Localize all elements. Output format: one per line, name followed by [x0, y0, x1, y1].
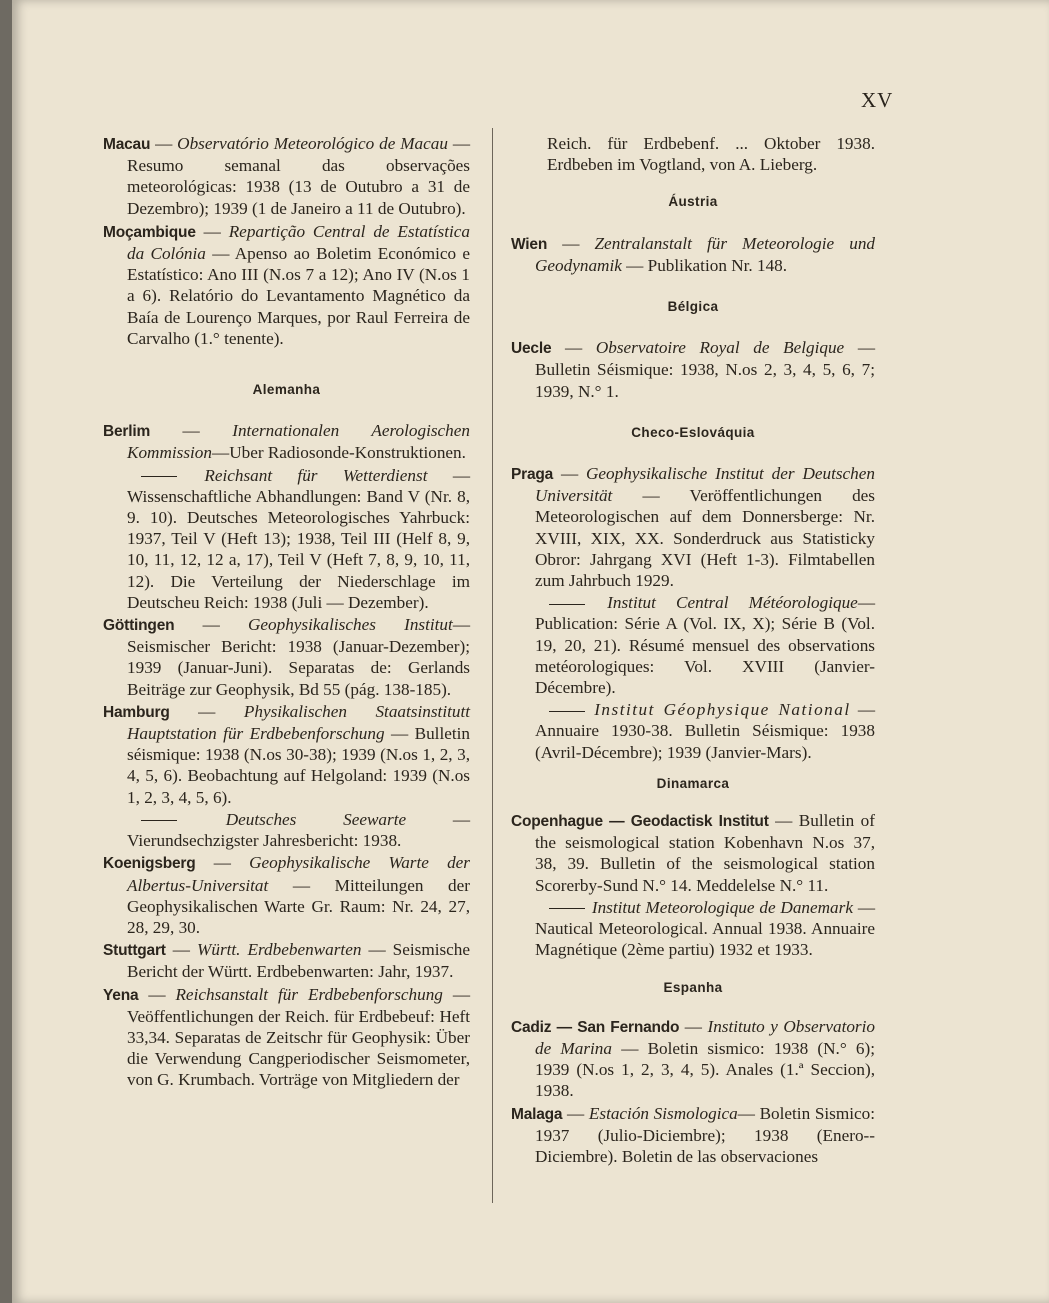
entry-continuation: Reich. für Erdbebenf. ... Oktober 1938. Erdbeben im Vogtland, von A. Lieberg.	[547, 134, 875, 175]
entry-malaga: Malaga — Estación Sismologica— Boletin Sismico: 1937 (Julio-Diciembre); 1938 (Enero--Diciembre). Boletin de las observaciones	[511, 1103, 875, 1166]
place-name: Koenigsberg	[103, 855, 196, 873]
institution-name: Deutsches Seewarte	[225, 809, 407, 829]
place-name: Berlim	[103, 423, 151, 441]
entry-text: — Nautical Meteorological. Annual 1938. Annuaire Magnétique (2ème partiu) 1932 et 1933.	[535, 897, 876, 960]
entry-macau: Macau — Observatório Meteorológico de Macau — Resumo semanal das observações meteorológicas: 1938 (13 de Outubro a 31 de Dezembro); 1939 (1 de Janeiro a 11 de Outubro).	[103, 134, 470, 218]
institution-name: Geophysikalisches Institut	[247, 615, 453, 635]
entry-berlim: Berlim — Internationalen Aerologischen Kommission—Uber Radiosonde-Konstruktionen.	[103, 421, 470, 463]
entry-yena: Yena — Reichsanstalt für Erdbebenforschung —Veöffentlichungen der Reich. für Erdbebeuf: Heft 33,34. Separatas de Zeitschr für Geophysik: Über die Verwendung Cangperiodischer Seismometer, von G. Krumbach. Vorträge von Mitgliedern der	[103, 984, 470, 1090]
entry-text: — Bulletin of the seismological station Kobenhavn N.os 37, 38, 39. Bulletin of the seismological station Scorerby-Sund N.° 14. Meddelelse N.° 11.	[535, 811, 875, 895]
place-name: Wien	[511, 235, 548, 253]
entry-text: —Uber Radiosonde-Konstruktionen.	[212, 443, 466, 463]
section-heading-alemanha: Alemanha	[252, 382, 321, 398]
page-number: XV	[861, 88, 894, 112]
institution-name: Institut Central Météorologique	[607, 593, 858, 613]
institution-name: Geophysikalische Warte der Albertus-Universitat	[127, 853, 470, 895]
entry-hamburg: Hamburg — Physikalischen Staatsinstitutt Hauptstation für Erdbebenforschung — Bulletin séismique: 1938 (N.os 30-38); 1939 (N.os 1, 2, 3, 4, 5, 6). Beobachtung auf Helgoland: 1939 (N.os 1, 2, 3, 4, 5, 6).	[103, 701, 471, 807]
place-name: Moçambique	[103, 223, 196, 241]
section-heading-espanha: Espanha	[663, 979, 723, 995]
entry-wien: Wien — Zentralanstalt für Meteorologie und Geodynamik — Publikation Nr. 148.	[511, 233, 876, 275]
place-name: Stuttgart	[103, 942, 166, 960]
ditto-dash	[141, 820, 177, 821]
ditto-dash	[549, 604, 585, 605]
place-name: Cadiz — San Fernando	[511, 1018, 680, 1036]
entry-koenigsberg: Koenigsberg — Geophysikalische Warte der Albertus-Universitat — Mitteilungen der Geophysikalischen Warte Gr. Raum: Nr. 24, 27, 28, 29, 30.	[103, 853, 470, 937]
section-heading-checo: Checo-Eslováquia	[631, 424, 755, 440]
entry-text: — Resumo semanal das observações meteorológicas: 1938 (13 de Outubro a 31 de Dezembro); 1939 (1 de Janeiro a 11 de Outubro).	[127, 134, 470, 218]
ditto-dash	[549, 711, 585, 712]
entry-copenhague-2	[511, 897, 875, 961]
entry-text: — Vierundsechzigster Jahresbericht: 1938.	[127, 809, 471, 851]
entry-praga: Praga — Geophysikalische Institut der Deutschen Universität — Veröffentlichungen des Meteorologischen auf dem Donnersberge: Nr. XVIII, XIX, XX. Sonderdruck aus Statisticky Obror: Jahrgang XVI (Heft 1-3). Filmtabellen zum Jahrbuch 1929.	[511, 464, 875, 591]
entry-text: — Boletin sismico: 1938 (N.° 6); 1939 (N.os 1, 2, 3, 4, 5). Anales (1.ª Seccion), 1938.	[535, 1038, 875, 1101]
place-name: Uecle	[511, 340, 552, 358]
entry-cadiz: Cadiz — San Fernando — Instituto y Observatorio de Marina — Boletin sismico: 1938 (N.° 6); 1939 (N.os 1, 2, 3, 4, 5). Anales (1.ª Seccion), 1938.	[511, 1016, 875, 1101]
entry-text: — Veröffentlichungen des Meteorologischen auf dem Donnersberge: Nr. XVIII, XIX, XX. Sonderdruck aus Statisticky Obror: Jahrgang XVI (Heft 1-3). Filmtabellen zum Jahrbuch 1929.	[535, 486, 875, 591]
section-heading-belgica: Bélgica	[667, 299, 719, 315]
entry-berlim-2	[103, 465, 470, 613]
place-name: Hamburg	[103, 703, 170, 721]
entry-text: — Bulletin Séismique: 1938, N.os 2, 3, 4, 5, 6, 7; 1939, N.° 1.	[535, 338, 876, 401]
institution-name: Zentralanstalt für Meteorologie und Geodynamik	[535, 233, 876, 275]
entry-stuttgart: Stuttgart — Württ. Erdbebenwarten — Seismische Bericht der Württ. Erdbebenwarten: Jahr, 1937.	[103, 940, 471, 982]
institution-name: Württ. Erdbebenwarten	[197, 940, 362, 960]
entry-text: — Apenso ao Boletim Económico e Estatístico: Ano III (N.os 7 a 12); Ano IV (N.os 1 a 6). Relatório do Levantamento Magnético da Baía de Lourenço Marques, por Raul Ferreira de Carvalho (1.° tenente).	[127, 244, 470, 348]
institution-name: Institut Géophysique National	[594, 700, 851, 720]
entry-text: — Boletin Sismico: 1937 (Julio-Diciembre); 1938 (Enero--Diciembre). Boletin de las observaciones	[535, 1103, 875, 1166]
entry-praga-3	[511, 699, 875, 763]
entry-text: — Bulletin séismique: 1938 (N.os 30-38); 1939 (N.os 1, 2, 3, 4, 5, 6). Beobachtung auf Helgoland: 1939 (N.os 1, 2, 3, 4, 5, 6).	[127, 724, 470, 807]
place-name: Macau	[103, 136, 151, 153]
institution-name: Observatoire Royal de Belgique	[595, 338, 845, 358]
institution-name: Instituto y Observatorio de Marina	[535, 1016, 875, 1058]
entry-text: — Mitteilungen der Geophysikalischen Warte Gr. Raum: Nr. 24, 27, 28, 29, 30.	[127, 875, 470, 937]
ditto-dash	[141, 476, 177, 477]
entry-text: — Publikation Nr. 148.	[626, 255, 788, 275]
entry-text: —Publication: Série A (Vol. IX, X); Série B (Vol. 19, 20, 21). Résumé mensuel des observations metéorologiques: Vol. XVIII (Janvier-Décembre).	[535, 593, 875, 698]
section-heading-dinamarca: Dinamarca	[656, 775, 730, 791]
column-divider	[492, 128, 493, 1203]
entry-hamburg-2	[103, 809, 470, 851]
institution-name: Geophysikalische Institut der Deutschen Universität	[535, 464, 875, 506]
institution-name: Repartição Central de Estatística da Colónia	[127, 221, 471, 264]
entry-text: — Annuaire 1930-38. Bulletin Séismique: 1938 (Avril-Décembre); 1939 (Janvier-Mars).	[535, 700, 876, 762]
institution-name: Internationalen Aerologischen Kommission	[127, 421, 470, 463]
place-name: Copenhague — Geodactisk Institut	[511, 813, 769, 831]
place-name: Yena	[103, 986, 139, 1004]
place-name: Malaga	[511, 1105, 563, 1123]
right-column	[511, 133, 875, 1168]
institution-name: Physikalischen Staatsinstitutt Hauptstation für Erdbebenforschung	[127, 701, 471, 744]
institution-name: Reichsant für Wetterdienst	[204, 465, 428, 485]
ditto-dash	[549, 908, 585, 909]
entry-mocambique: Moçambique — Repartição Central de Estatística da Colónia — Apenso ao Boletim Económico e Estatístico: Ano III (N.os 7 a 12); Ano IV (N.os 1 a 6). Relatório do Levantamento Magnético da Baía de Lourenço Marques, por Raul Ferreira de Carvalho (1.° tenente).	[103, 221, 471, 348]
entry-text: — Wissenschaftliche Abhandlungen: Band V (Nr. 8, 9. 10). Deutsches Meteorologisches Yahrbuck: 1937, Teil V (Heft 13); 1938, Teil III (Helf 8, 9, 10, 11, 12, 12 a, 17), Teil V (Heft 7, 8, 9, 10, 11, 12). Die Verteilung der Niederschlage im Deutscheu Reich: 1938 (Juli — Dezember).	[127, 465, 470, 612]
place-name: Göttingen	[103, 617, 175, 635]
entry-text: — Seismischer Bericht: 1938 (Januar-Dezember); 1939 (Januar-Juni). Separatas de: Gerlands Beiträge zur Geophysik, Bd 55 (pág. 138-185).	[127, 615, 470, 699]
place-name: Praga	[511, 466, 554, 484]
institution-name: Reichsanstalt für Erdbebenforschung	[175, 984, 443, 1004]
institution-name: Estación Sismologica	[588, 1103, 738, 1123]
entry-gottingen: Göttingen — Geophysikalisches Institut— Seismischer Bericht: 1938 (Januar-Dezember); 1939 (Januar-Juni). Separatas de: Gerlands Beiträge zur Geophysik, Bd 55 (pág. 138-185).	[103, 615, 470, 699]
institution-name: Observatório Meteorológico de Macau	[177, 134, 448, 153]
entry-text: — Seismische Bericht der Württ. Erdbebenwarten: Jahr, 1937.	[127, 940, 471, 982]
entry-text: —Veöffentlichungen der Reich. für Erdbebeuf: Heft 33,34. Separatas de Zeitschr für Geophysik: Über die Verwendung Cangperiodischer Seismometer, von G. Krumbach. Vorträge von Mitgliedern der	[127, 984, 470, 1090]
institution-name: Institut Meteorologique de Danemark	[591, 897, 853, 917]
left-column	[103, 133, 470, 1092]
entry-uecle: Uecle — Observatoire Royal de Belgique — Bulletin Séismique: 1938, N.os 2, 3, 4, 5, 6, 7; 1939, N.° 1.	[511, 338, 876, 401]
section-heading-austria: Áustria	[668, 194, 718, 210]
entry-copenhague	[511, 810, 875, 896]
entry-praga-2	[511, 592, 875, 698]
